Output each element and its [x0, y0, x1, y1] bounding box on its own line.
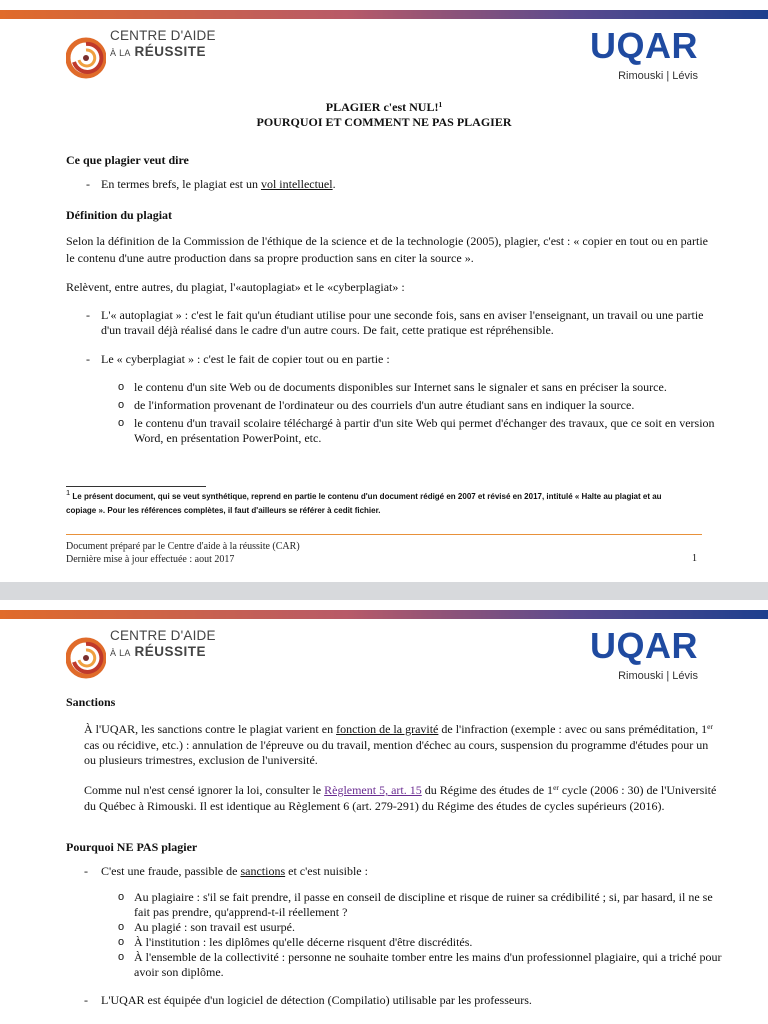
autoplagiat-line1: L'« autoplagiat » : c'est le fait qu'un étudiant utilise pour une seconde fois, sans en aviser l'enseignant, un travail ou une partie — [101, 308, 704, 322]
sanctions-text-b: de l'infraction (exemple : avec ou sans préméditation, 1 — [438, 722, 708, 736]
sanctions-underlined: fonction de la gravité — [336, 722, 439, 736]
sanctions-text-a: À l'UQAR, les sanctions contre le plagiat varient en — [84, 722, 337, 736]
car-logo-line1: CENTRE D'AIDE — [110, 628, 216, 643]
sanctions-line3: ou plusieurs trimestres, exclusion de l'université. — [84, 753, 318, 767]
loi-text-c: cycle (2006 : 30) de l'Université — [558, 783, 717, 797]
circle-bullet-icon: o — [118, 921, 125, 933]
sub-item: le contenu d'un site Web ou de documents disponibles sur Internet sans le signaler et sans en préciser la source. — [134, 380, 667, 394]
car-logo — [66, 28, 216, 90]
sub-item-continuation: Word, en présentation PowerPoint, etc. — [134, 431, 322, 445]
page-footer — [66, 540, 300, 566]
document-page-2 — [0, 600, 768, 1024]
car-logo — [66, 628, 216, 690]
car-logo-small: À LA — [110, 48, 131, 58]
sanctions-line2: cas ou récidive, etc.) : annulation de l'épreuve ou du travail, mention d'échec au cours, suspension du programme d'études pour un — [84, 738, 709, 752]
section-heading-definition: Définition du plagiat — [66, 208, 173, 222]
sanctions-line1 — [84, 721, 713, 738]
meaning-suffix: . — [332, 177, 336, 191]
sanctions-sup: er — [707, 722, 713, 732]
why-item: À l'ensemble de la collectivité : personne ne souhaite tomber entre les mains d'un professionnel plagiaire, qui a triché pour — [134, 950, 722, 964]
loi-sup: er — [553, 783, 559, 793]
footnote-line1: Le présent document, qui se veut synthétique, reprend en partie le contenu d'un document rédigé en 2007 et révisé en 2017, intitulé « Halte au plagiat et au — [70, 492, 662, 501]
meaning-underlined: vol intellectuel — [260, 177, 333, 191]
loi-text-b: du Régime des études de 1 — [421, 783, 554, 797]
header-gradient-bar — [0, 10, 768, 19]
uqar-campuses: Rimouski | Lévis — [618, 70, 698, 82]
uqar-wordmark: UQAR — [590, 25, 698, 66]
footer-line1: Document préparé par le Centre d'aide à la réussite (CAR) — [66, 541, 300, 552]
car-logo-line2 — [110, 44, 206, 59]
page-number: 1 — [692, 553, 697, 564]
car-swirl-icon — [66, 30, 106, 86]
circle-bullet-icon: o — [118, 399, 125, 411]
title-line1: PLAGIER c'est NUL! — [325, 100, 439, 114]
circle-bullet-icon: o — [118, 951, 125, 963]
fraud-text-a: C'est une fraude, passible de — [101, 864, 241, 878]
car-logo-line1: CENTRE D'AIDE — [110, 28, 216, 43]
page-separator — [0, 582, 768, 600]
uqar-logo — [588, 625, 698, 682]
section-heading-why: Pourquoi NE PAS plagier — [66, 840, 198, 854]
cyberplagiat-line: Le « cyberplagiat » : c'est le fait de copier tout ou en partie : — [101, 352, 390, 366]
autoplagiat-line2: d'un travail déjà réalisé dans le cadre d'un autre cours. De fait, cette pratique est répréhensible. — [101, 323, 554, 337]
section-heading-meaning: Ce que plagier veut dire — [66, 153, 189, 167]
uqar-logo — [588, 25, 698, 82]
bullet-dash: - — [84, 864, 88, 878]
why-item: Au plagiaire : s'il se fait prendre, il passe en conseil de discipline et risque de ruiner sa crédibilité ; si, par hasard, il ne se — [134, 890, 713, 904]
car-logo-line2 — [110, 644, 206, 659]
bullet-dash: - — [84, 993, 88, 1007]
circle-bullet-icon: o — [118, 891, 125, 903]
title-footnote-ref: 1 — [438, 100, 443, 110]
footnote-number: 1 — [66, 488, 71, 498]
why-item: À l'institution : les diplômes qu'elle décerne risquent d'être discrédités. — [134, 935, 473, 949]
fraud-underlined: sanctions — [240, 864, 286, 878]
definition-line2: le contenu d'une autre production dans sa propre production sans en citer la source ». — [66, 251, 474, 265]
definition-line1: Selon la définition de la Commission de l'éthique de la science et de la technologie (2005), plagier, c'est : « copier en tout ou en partie — [66, 234, 708, 248]
bullet-dash: - — [86, 352, 90, 366]
bullet-dash: - — [86, 308, 90, 322]
car-logo-small: À LA — [110, 648, 131, 658]
circle-bullet-icon: o — [118, 417, 125, 429]
footer-line2: Dernière mise à jour effectuée : aout 2017 — [66, 554, 235, 565]
reglement-link[interactable]: Règlement 5, art. 15 — [324, 783, 422, 797]
section-heading-sanctions: Sanctions — [66, 695, 116, 709]
title-line2: POURQUOI ET COMMENT NE PAS PLAGIER — [256, 115, 512, 129]
relevent-line: Relèvent, entre autres, du plagiat, l'«autoplagiat» et le «cyberplagiat» : — [66, 280, 405, 294]
bullet-dash: - — [86, 177, 90, 191]
meaning-text: En termes brefs, le plagiat est un — [101, 177, 261, 191]
why-item-continuation: fait pas prendre, qu'apprend-t-il réellement ? — [134, 905, 348, 919]
circle-bullet-icon: o — [118, 936, 125, 948]
loi-line1 — [84, 782, 716, 799]
fraud-line — [101, 863, 368, 880]
header-gradient-bar — [0, 610, 768, 619]
fraud-text-b: et c'est nuisible : — [285, 864, 368, 878]
footnote-rule — [66, 486, 206, 487]
meaning-bullet — [101, 176, 336, 193]
loi-text-a: Comme nul n'est censé ignorer la loi, consulter le — [84, 783, 325, 797]
why-item: Au plagié : son travail est usurpé. — [134, 920, 295, 934]
footnote — [66, 490, 716, 518]
uqar-wordmark: UQAR — [590, 625, 698, 666]
uqar-campuses: Rimouski | Lévis — [618, 670, 698, 682]
document-title — [0, 100, 768, 130]
sub-item: le contenu d'un travail scolaire téléchargé à partir d'un site Web qui permet d'échanger des travaux, que ce soit en version — [134, 416, 715, 430]
circle-bullet-icon: o — [118, 381, 125, 393]
loi-line2: du Québec à Rimouski. Il est identique au Règlement 6 (art. 279-291) du Régime des études de cycles supérieurs (2016). — [84, 799, 665, 813]
car-logo-big: RÉUSSITE — [134, 44, 206, 59]
sub-item: de l'information provenant de l'ordinateur ou des courriels d'un autre étudiant sans en indiquer la source. — [134, 398, 635, 412]
footnote-line2: copiage ». Pour les références complètes, il faut d'ailleurs se référer à cedit fichier. — [66, 506, 381, 515]
car-logo-big: RÉUSSITE — [134, 644, 206, 659]
why-item-continuation: avoir son diplôme. — [134, 965, 224, 979]
compilatio-line: L'UQAR est équipée d'un logiciel de détection (Compilatio) utilisable par les professeurs. — [101, 993, 532, 1007]
footer-rule — [66, 534, 702, 535]
car-swirl-icon — [66, 630, 106, 686]
